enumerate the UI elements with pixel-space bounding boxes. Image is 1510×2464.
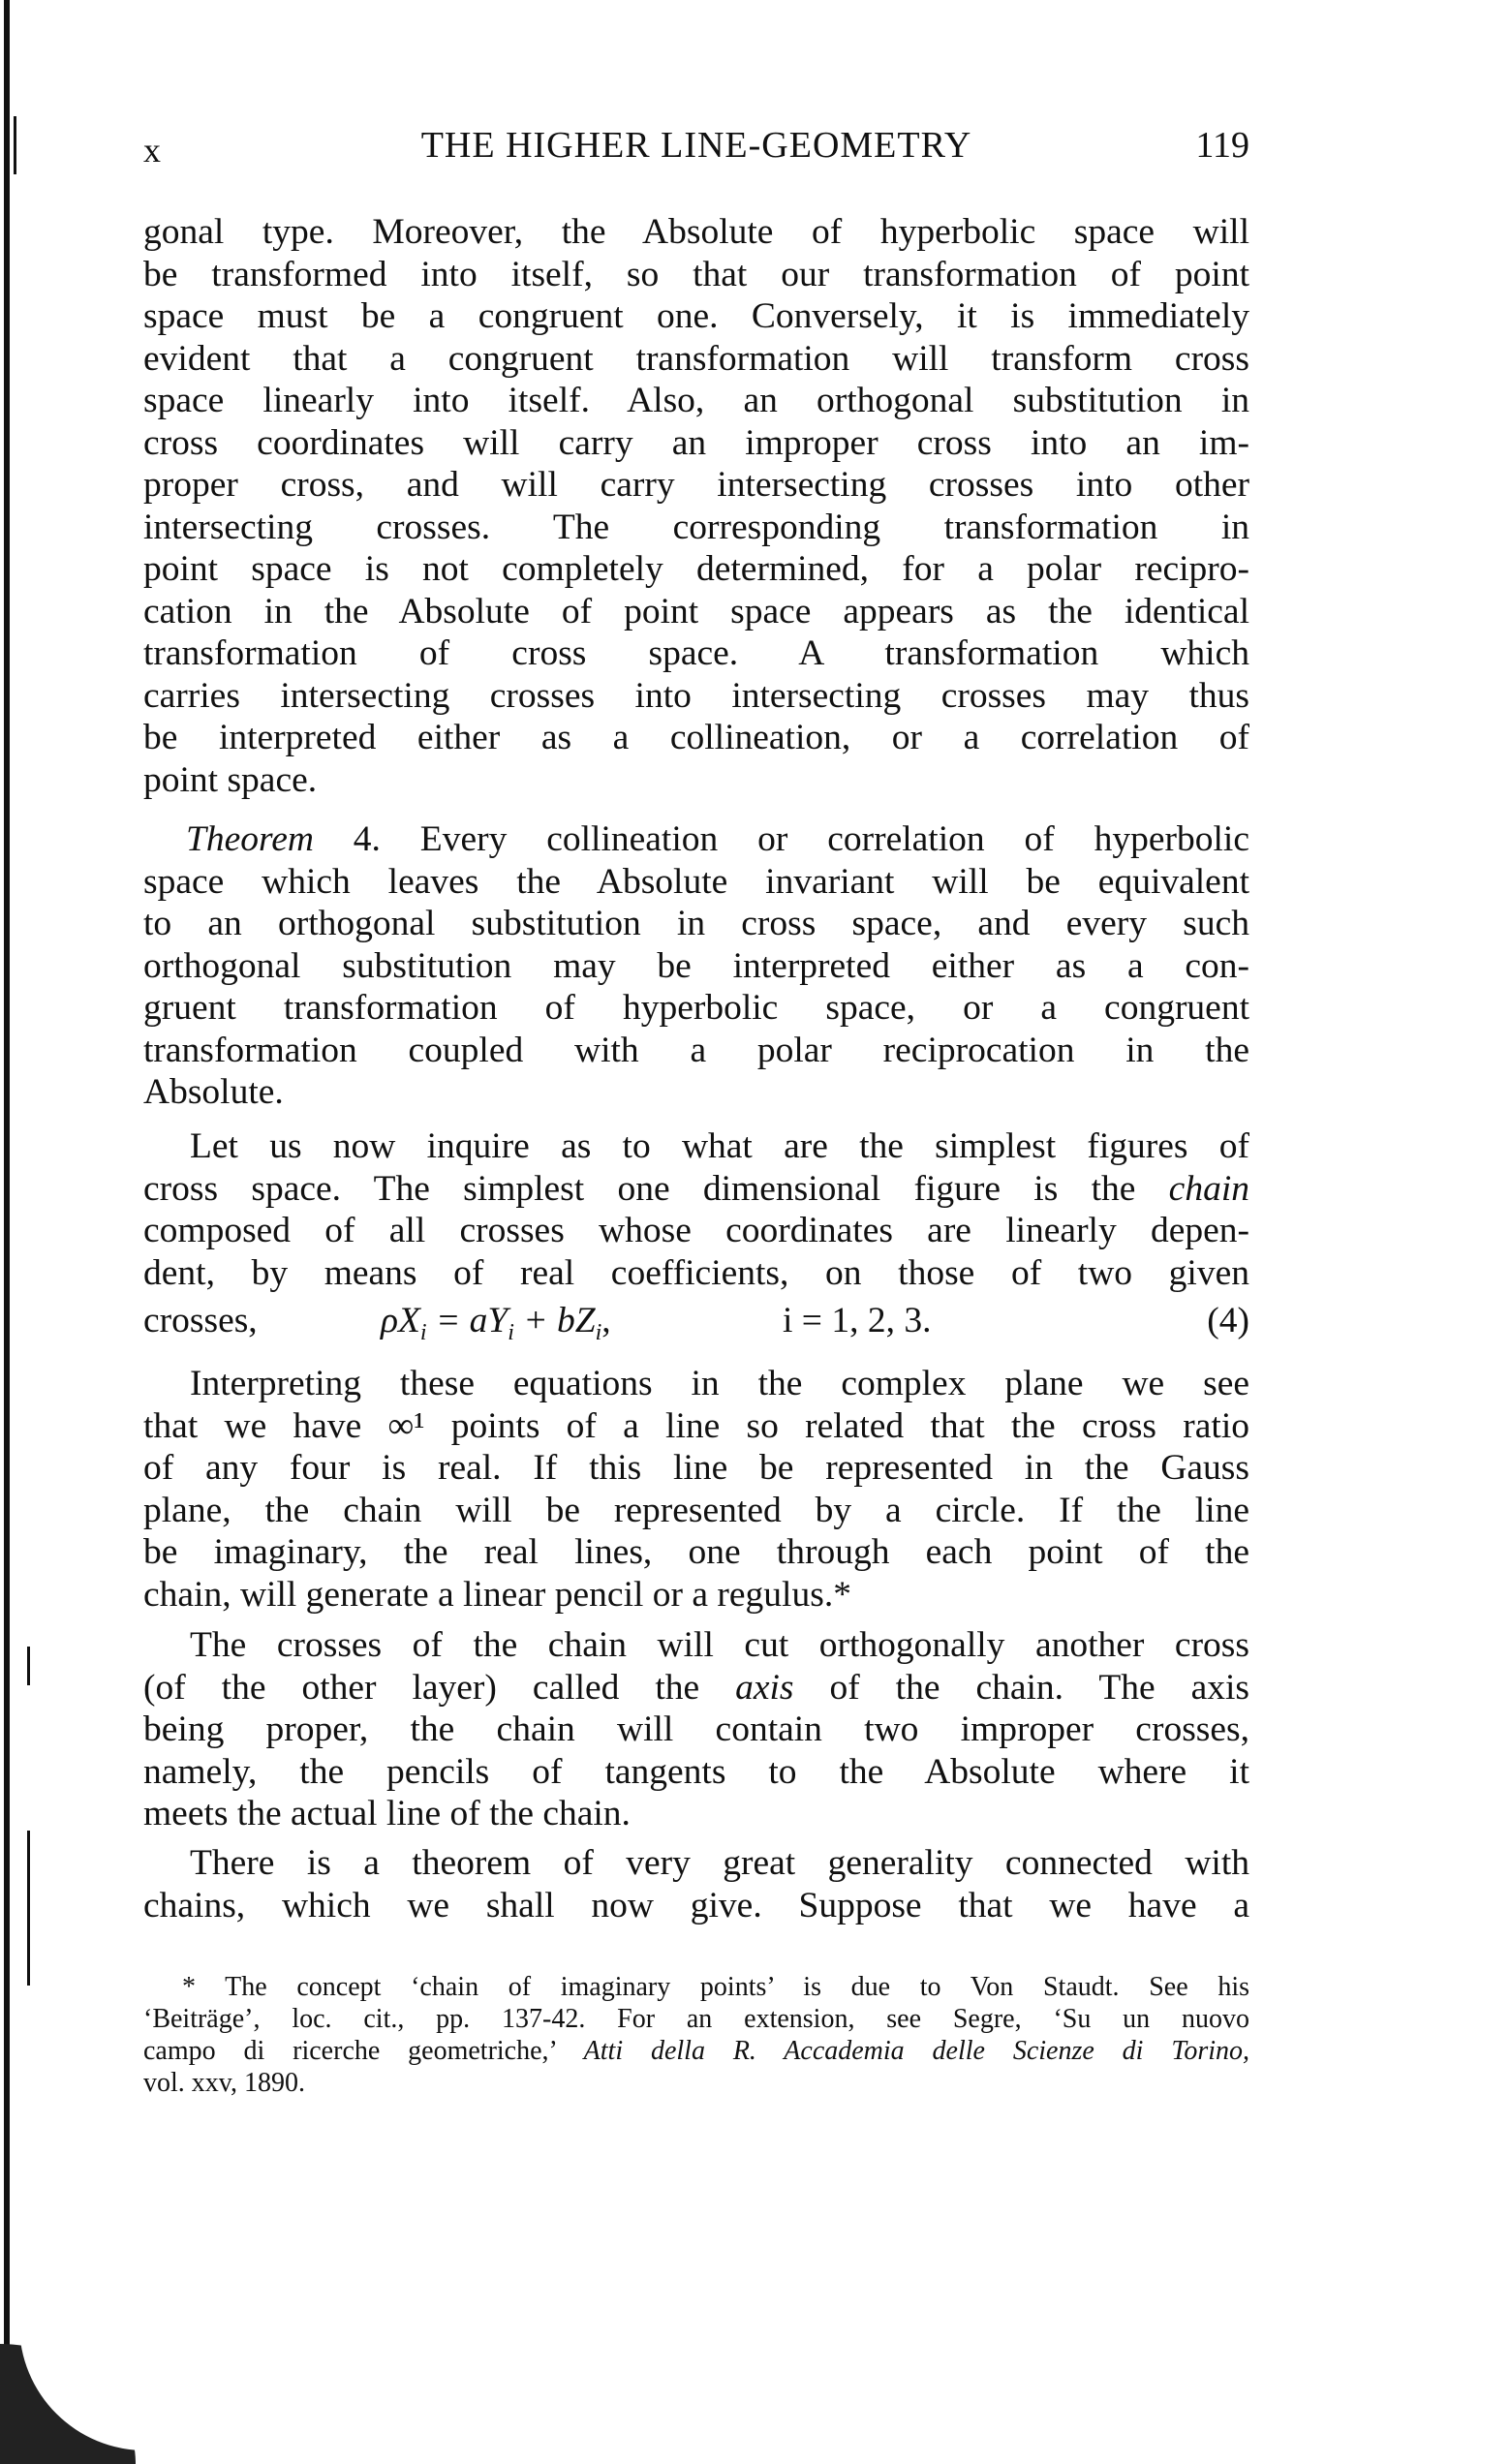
italic-text-run: axis: [735, 1667, 794, 1708]
text-run: that we have ∞¹ points of a line so related that the cross ratio: [143, 1405, 1249, 1446]
text-line: [143, 1885, 1249, 1927]
text-line: [143, 1363, 1249, 1405]
text-line: [143, 717, 1249, 759]
paragraph-body: [143, 211, 1249, 801]
text-run: be imaginary, the real lines, one through each point of the: [143, 1532, 1249, 1572]
text-run: There is a theorem of very great generality connected with: [190, 1843, 1249, 1883]
text-run: Interpreting these equations in the complex plane we see: [190, 1364, 1249, 1403]
text-run: chains, which we shall now give. Suppose that we have a: [143, 1885, 1249, 1925]
text-run: cross space. The simplest one dimensional figure is the: [143, 1168, 1169, 1209]
text-line: [143, 464, 1249, 507]
equation-term: ρX: [381, 1301, 420, 1340]
text-run: plane, the chain will be represented by a circle. If the line: [143, 1490, 1249, 1530]
text-run: of any four is real. If this line be represented in the Gauss: [143, 1448, 1249, 1488]
equation-term: + bZ: [513, 1301, 596, 1340]
scan-edge-mark: [14, 116, 16, 174]
text-run: (of the other layer) called the: [143, 1667, 736, 1708]
text-run: * The concept ‘chain of imaginary points’ is due to Von Staudt. See his: [182, 1972, 1249, 2002]
italic-text-run: Atti della R. Accademia delle Scienze di Torino,: [583, 2036, 1249, 2066]
text-run: campo di ricerche geometriche,’: [143, 2036, 584, 2066]
text-run: cation in the Absolute of point space appears as the identical: [143, 591, 1249, 631]
text-line: [143, 338, 1249, 381]
text-line: [143, 1793, 1249, 1835]
theorem-paragraph: [143, 818, 1249, 1114]
text-line: [143, 987, 1249, 1030]
paragraph-body: [143, 1842, 1249, 1926]
text-line: [143, 1125, 1249, 1168]
paragraph-body: [143, 1624, 1249, 1835]
text-run: The crosses of the chain will cut orthogonally another cross: [190, 1625, 1249, 1665]
text-line: [143, 2003, 1249, 2035]
text-line: [143, 818, 1249, 861]
text-line: [143, 1842, 1249, 1885]
text-line: [143, 1071, 1249, 1114]
text-line: [143, 254, 1249, 296]
text-run: be interpreted either as a collineation, or a correlation of: [143, 718, 1249, 757]
text-run: proper cross, and will carry intersecting crosses into other: [143, 465, 1249, 505]
text-line: [143, 1210, 1249, 1252]
text-run: Absolute.: [143, 1072, 284, 1112]
text-run: namely, the pencils of tangents to the Absolute where it: [143, 1751, 1249, 1792]
running-title: THE HIGHER LINE-GEOMETRY: [420, 125, 972, 166]
text-run: point space is not completely determined, for a polar recipro-: [143, 549, 1249, 589]
equation-subscript: i: [419, 1320, 427, 1345]
equation-term: = aY: [426, 1301, 508, 1340]
page-number: 119: [1195, 125, 1249, 166]
text-line: [143, 1751, 1249, 1794]
text-line: [143, 759, 1249, 802]
equation-term: ,: [601, 1301, 611, 1340]
text-line: [143, 1447, 1249, 1490]
text-run: gonal type. Moreover, the Absolute of hyperbolic space will: [143, 212, 1249, 252]
text-line: [143, 380, 1249, 422]
scan-edge: [4, 0, 10, 2464]
text-line: [143, 1531, 1249, 1574]
text-line: [143, 507, 1249, 549]
text-line: [143, 2035, 1249, 2067]
equation-line: [143, 1300, 1249, 1345]
equation-subscript: i: [595, 1320, 602, 1345]
text-run: being proper, the chain will contain two improper crosses,: [143, 1709, 1249, 1749]
equation-formula: [381, 1300, 611, 1355]
text-run: cross coordinates will carry an improper cross into an im-: [143, 422, 1249, 463]
text-line: [143, 1405, 1249, 1448]
text-line: [143, 903, 1249, 945]
text-run: 4. Every collineation or correlation of hyperbolic: [313, 819, 1249, 859]
equation-range: i = 1, 2, 3.: [783, 1301, 932, 1340]
scan-edge-mark: [27, 1647, 30, 1685]
italic-text-run: Theorem: [186, 819, 314, 859]
scan-edge-mark: [27, 1831, 30, 1986]
text-run: gruent transformation of hyperbolic space, or a congruent: [143, 988, 1249, 1028]
text-run: point space.: [143, 759, 318, 800]
text-line: [143, 1168, 1249, 1211]
text-line: [143, 295, 1249, 338]
text-line: [143, 2067, 1249, 2099]
text-run: meets the actual line of the chain.: [143, 1794, 631, 1833]
text-line: [143, 1030, 1249, 1072]
equation-number: (4): [1207, 1301, 1249, 1340]
text-line: [143, 632, 1249, 675]
text-run: transformation of cross space. A transformation which: [143, 633, 1249, 673]
footnote: [143, 1971, 1249, 2099]
text-run: chain, will generate a linear pencil or a regulus.*: [143, 1574, 851, 1615]
text-run: evident that a congruent transformation will transform cross: [143, 338, 1249, 379]
text-line: [143, 1574, 1249, 1617]
text-run: Let us now inquire as to what are the simplest figures of: [190, 1126, 1249, 1166]
text-run: of the chain. The axis: [793, 1667, 1249, 1708]
text-line: [143, 1490, 1249, 1532]
text-run: vol. xxv, 1890.: [143, 2068, 305, 2098]
running-header: [143, 124, 1249, 172]
text-line: [143, 1624, 1249, 1667]
text-line: [143, 1252, 1249, 1295]
text-line: [143, 861, 1249, 904]
text-line: [143, 211, 1249, 254]
italic-text-run: chain: [1168, 1168, 1249, 1209]
text-run: intersecting crosses. The corresponding transformation in: [143, 507, 1249, 547]
text-line: [143, 591, 1249, 633]
equation-subscript: i: [508, 1320, 514, 1345]
chapter-number: x: [143, 131, 161, 169]
text-line: [143, 1971, 1249, 2003]
text-line: [143, 548, 1249, 591]
text-run: dent, by means of real coefficients, on those of two given: [143, 1252, 1249, 1293]
text-line: [143, 422, 1249, 465]
text-run: be transformed into itself, so that our transformation of point: [143, 254, 1249, 294]
text-run: space which leaves the Absolute invariant will be equivalent: [143, 861, 1249, 902]
text-run: to an orthogonal substitution in cross space, and every such: [143, 904, 1249, 943]
text-run: transformation coupled with a polar reciprocation in the: [143, 1030, 1249, 1070]
text-line: [143, 1667, 1249, 1709]
text-line: [143, 945, 1249, 988]
text-run: ‘Beiträge’, loc. cit., pp. 137-42. For an extension, see Segre, ‘Su un nuovo: [143, 2004, 1249, 2034]
text-run: space must be a congruent one. Conversely, it is immediately: [143, 296, 1249, 336]
text-line: [143, 1709, 1249, 1751]
paragraph-body: [143, 1125, 1249, 1294]
equation-lead: crosses,: [143, 1301, 258, 1340]
text-run: carries intersecting crosses into intersecting crosses may thus: [143, 675, 1249, 716]
paragraph-body: [143, 1363, 1249, 1616]
text-run: orthogonal substitution may be interpreted either as a con-: [143, 945, 1249, 986]
text-line: [143, 675, 1249, 718]
text-run: space linearly into itself. Also, an orthogonal substitution in: [143, 381, 1249, 420]
text-run: composed of all crosses whose coordinates are linearly depen-: [143, 1211, 1249, 1250]
